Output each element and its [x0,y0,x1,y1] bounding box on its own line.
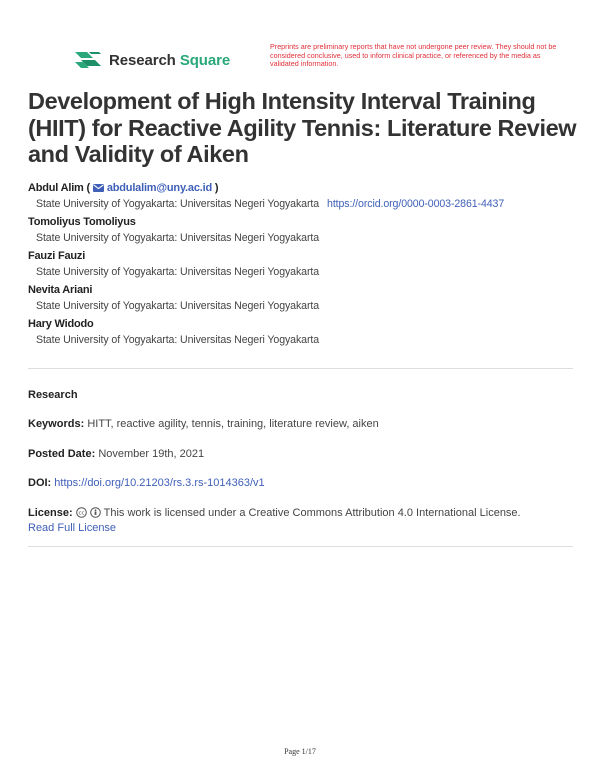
author-name: Nevita Ariani [28,284,93,296]
author-affiliation: State University of Yogyakarta: Universitas Negeri Yogyakarta [36,232,320,244]
author-name: Abdul Alim ( abdulalim@uny.ac.id ) [28,182,219,194]
preprint-disclaimer: Preprints are preliminary reports that have not undergone peer review. They should not be considered conclusive, used to inform clinical practice, or referenced by the media as validated information. [270,42,557,69]
research-square-logo-icon [73,49,103,71]
author-affiliation: State University of Yogyakarta: Universitas Negeri Yogyakarta [36,300,320,312]
envelope-icon [93,184,104,192]
author-name: Hary Widodo [28,318,94,330]
divider [28,546,573,547]
paper-title: Development of High Intensity Interval Training (HIIT) for Reactive Agility Tennis: Literature Review and Validity of Aiken [28,88,577,167]
author-list [28,180,588,350]
author-affiliation: State University of Yogyakarta: Universitas Negeri Yogyakarta [36,266,320,278]
author-name: Fauzi Fauzi [28,250,86,262]
keywords: Keywords: HITT, reactive agility, tennis, training, literature review, aiken [28,418,379,430]
logo-text: Research Square [109,51,231,69]
doi-link[interactable]: https://doi.org/10.21203/rs.3.rs-1014363/v1 [54,477,265,489]
article-type: Research [28,389,78,401]
attribution-icon [90,507,101,518]
author-email-link[interactable]: abdulalim@uny.ac.id [93,182,212,194]
research-square-logo[interactable] [73,49,230,71]
author-affiliation: State University of Yogyakarta: Universitas Negeri Yogyakarta [36,334,320,346]
posted-date: Posted Date: November 19th, 2021 [28,448,205,460]
divider [28,368,573,369]
page-number: Page 1/17 [284,747,316,756]
creative-commons-icon [76,507,87,518]
author-affiliation: State University of Yogyakarta: Universitas Negeri Yogyakarta https://orcid.org/0000-0003-2861-4437 [36,198,505,210]
header [0,0,600,80]
doi: DOI: https://doi.org/10.21203/rs.3.rs-1014363/v1 [28,477,265,489]
read-full-license-link[interactable]: Read Full License [28,522,117,534]
author-name: Tomoliyus Tomoliyus [28,216,136,228]
svg-text:cc: cc [78,510,85,517]
license: License: cc This work is licensed under a Creative Commons Attribution 4.0 International License. Read Full License [28,507,521,534]
orcid-link[interactable]: https://orcid.org/0000-0003-2861-4437 [327,198,505,210]
